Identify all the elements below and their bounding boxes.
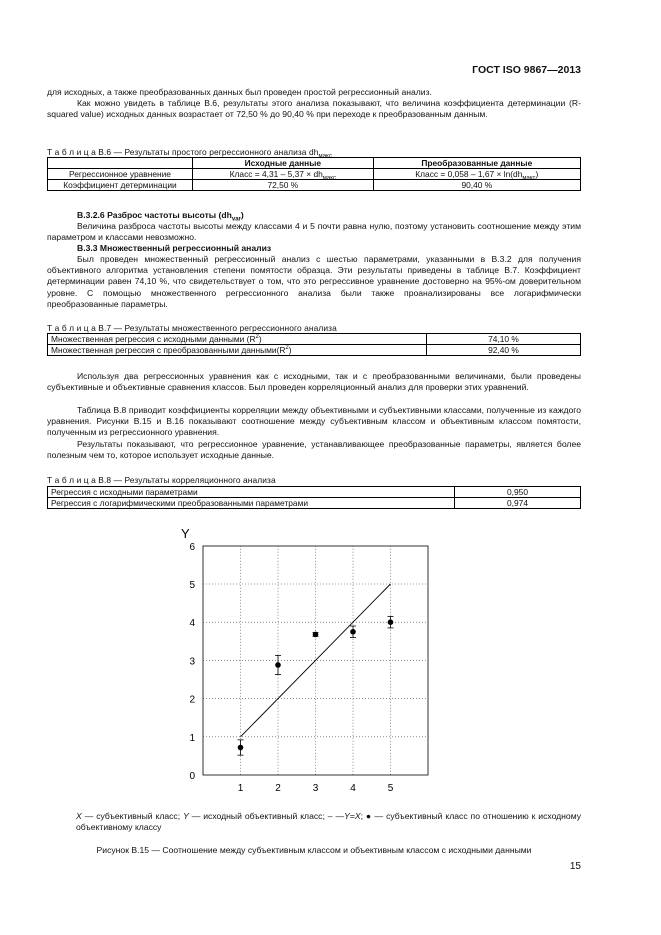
table-b7-caption: Т а б л и ц а В.7 — Результаты множественного регрессионного анализа <box>47 323 337 333</box>
paragraph-b326: Величина разброса частоты высоты между классами 4 и 5 почти равна нулю, поэтому установить соотношение между этим параметром и классами невозможно. <box>47 221 581 243</box>
paragraph-results: Результаты показывают, что регрессионное уравнение, устанавливающее преобразованные параметры, является более полезным чем то, которое использует исходные данные. <box>47 439 581 461</box>
table-b6-caption: Т а б л и ц а В.6 — Результаты простого регрессионного анализа $dh_{макс}$ <box>47 147 333 160</box>
data-point <box>388 619 394 625</box>
table-row: Коэффициент детерминации 72,50 % 90,40 % <box>48 180 581 191</box>
data-point <box>238 745 244 751</box>
y-tick-label: 3 <box>189 656 195 668</box>
table-row: Множественная регрессия с исходными данными $(R^2)$ 74,10 % <box>48 334 581 345</box>
table-b6-col-transformed: Преобразованные данные <box>373 158 580 169</box>
paragraph-comparison: Используя два регрессионных уравнения как с исходными, так и с преобразованными величинами, были проведены субъективные и объективные сравнения классов. Был проведен корреляционный анализ для проверки этих уравнений. <box>47 371 581 393</box>
paragraph-b8-intro: Таблица В.8 приводит коэффициенты корреляции между объективными и субъективными классами, полученные из каждого уравнения. Рисунки В.15 и В.16 показывают соотношение между субъективным классом и объективным классом помятости, полученным из регрессионного уравнения. <box>47 405 581 438</box>
table-row: Множественная регрессия с преобразованными $данными(R^2)$ 92,40 % <box>48 345 581 356</box>
table-row: Регрессионное уравнение Класс = $4,31 - 5,37 \times dh_{макс}$ Класс = $0,058 - 1,67 \times \ln(dh_{макс})$ <box>48 169 581 180</box>
chart-points <box>238 616 394 755</box>
x-tick-label: 1 <box>237 783 244 794</box>
table-b6-col-original: Исходные данные <box>193 158 374 169</box>
chart-y-axis-label: Y <box>181 526 190 541</box>
y-tick-label: 0 <box>189 771 195 782</box>
y-tick-label: 5 <box>189 580 195 591</box>
table-row: Регрессия с исходными параметрами 0,950 <box>48 487 581 498</box>
y-tick-label: 6 <box>189 541 195 553</box>
paragraph-b6-summary: Как можно увидеть в таблице В.6, результаты этого анализа показывают, что величина коэффициента детерминации (R-squared value) исходных данных возрастает от 72,50 % до 90,40 % при переходе к преобразованным данным. <box>47 98 581 120</box>
document-header: ГОСТ ISO 9867—2013 <box>472 64 581 76</box>
paragraph-intro: для исходных, а также преобразованных данных был проведен простой регрессионный анализ. <box>47 87 432 97</box>
section-b33-title: В.3.3 Множественный регрессионный анализ <box>77 243 272 253</box>
x-tick-label: 4 <box>350 783 356 794</box>
figure-b15-caption: Рисунок В.15 — Соотношение между субъективным классом и объективным классом с исходными данными <box>96 845 532 855</box>
y-tick-label: 4 <box>189 618 195 630</box>
table-b8 <box>47 486 581 509</box>
table-b7 <box>47 333 581 356</box>
section-b326-title: В.3.2.6 Разброс частоты высоты $(dh_{var})$ <box>77 210 244 223</box>
table-row: Регрессия с логарифмическими преобразованными параметрами 0,974 <box>48 498 581 509</box>
table-b8-caption: Т а б л и ц а В.8 — Результаты корреляционного анализа <box>47 475 276 485</box>
chart-x-ticks <box>238 783 394 794</box>
data-point <box>313 632 319 638</box>
figure-b15-legend: X — субъективный класс; Y — исходный объективный класс; – —Y=X; ● — субъективный класс по отношению к исходному объективному классу <box>76 811 581 833</box>
chart-y-ticks <box>189 542 195 782</box>
data-point <box>275 662 281 668</box>
table-b6 <box>47 157 581 191</box>
page-number: 15 <box>569 861 581 872</box>
figure-b15-chart <box>165 518 435 798</box>
x-tick-label: 5 <box>387 783 394 794</box>
table-b6-corner <box>48 158 193 169</box>
data-point <box>350 629 356 635</box>
paragraph-b33: Был проведен множественный регрессионный анализ с шестью параметрами, указанными в В.3.2 для получения объективного алгоритма установления степени помятости образца. Эти результаты приведены в таблице В.7. Коэффициент детерминации равен 74,10 %, что свидетельствует о том, что это регрессивное уравнение достоверно на 95%-ом доверительном уровне. С помощью множественного регрессионного анализа были также проанализированы все логарифмически преобразованные параметры. <box>47 254 581 309</box>
y-tick-label: 2 <box>189 694 195 706</box>
y-tick-label: 1 <box>189 732 195 744</box>
x-tick-label: 3 <box>312 783 319 794</box>
x-tick-label: 2 <box>275 783 281 794</box>
